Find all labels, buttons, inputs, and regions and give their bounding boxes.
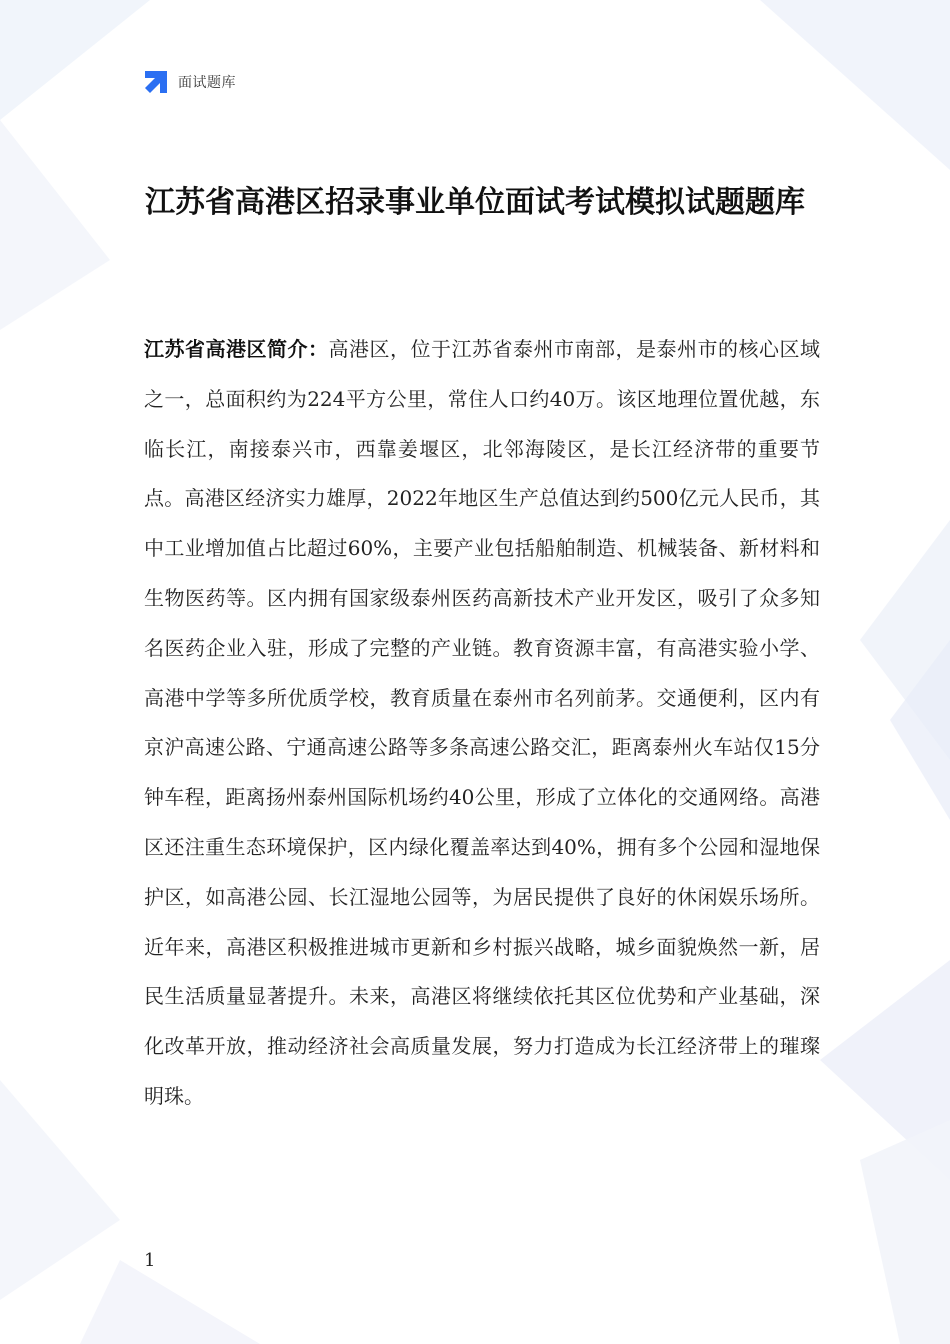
intro-paragraph <box>144 325 820 1122</box>
intro-label: 江苏省高港区简介： <box>144 337 329 361</box>
brand-name: 面试题库 <box>178 75 236 91</box>
header <box>143 68 236 96</box>
arrow-up-right-icon <box>143 69 169 95</box>
page-number: 1 <box>144 1250 156 1271</box>
intro-text: 高港区，位于江苏省泰州市南部，是泰州市的核心区域之一，总面积约为224平方公里，常住人口约40万。该区地理位置优越，东临长江，南接泰兴市，西靠姜堰区，北邻海陵区，是长江经济带的重要节点。高港区经济实力雄厚，2022年地区生产总值达到约500亿元人民币，其中工业增加值占比超过60%，主要产业包括船舶制造、机械装备、新材料和生物医药等。区内拥有国家级泰州医药高新技术产业开发区，吸引了众多知名医药企业入驻，形成了完整的产业链。教育资源丰富，有高港实验小学、高港中学等多所优质学校，教育质量在泰州市名列前茅。交通便利，区内有京沪高速公路、宁通高速公路等多条高速公路交汇，距离泰州火车站仅15分钟车程，距离扬州泰州国际机场约40公里，形成了立体化的交通网络。高港区还注重生态环境保护，区内绿化覆盖率达到40%，拥有多个公园和湿地保护区，如高港公园、长江湿地公园等，为居民提供了良好的休闲娱乐场所。近年来，高港区积极推进城市更新和乡村振兴战略，城乡面貌焕然一新，居民生活质量显著提升。未来，高港区将继续依托其区位优势和产业基础，深化改革开放，推动经济社会高质量发展，努力打造成为长江经济带上的璀璨明珠。 <box>144 337 820 1108</box>
document-title: 江苏省高港区招录事业单位面试考试模拟试题题库 <box>145 185 805 220</box>
